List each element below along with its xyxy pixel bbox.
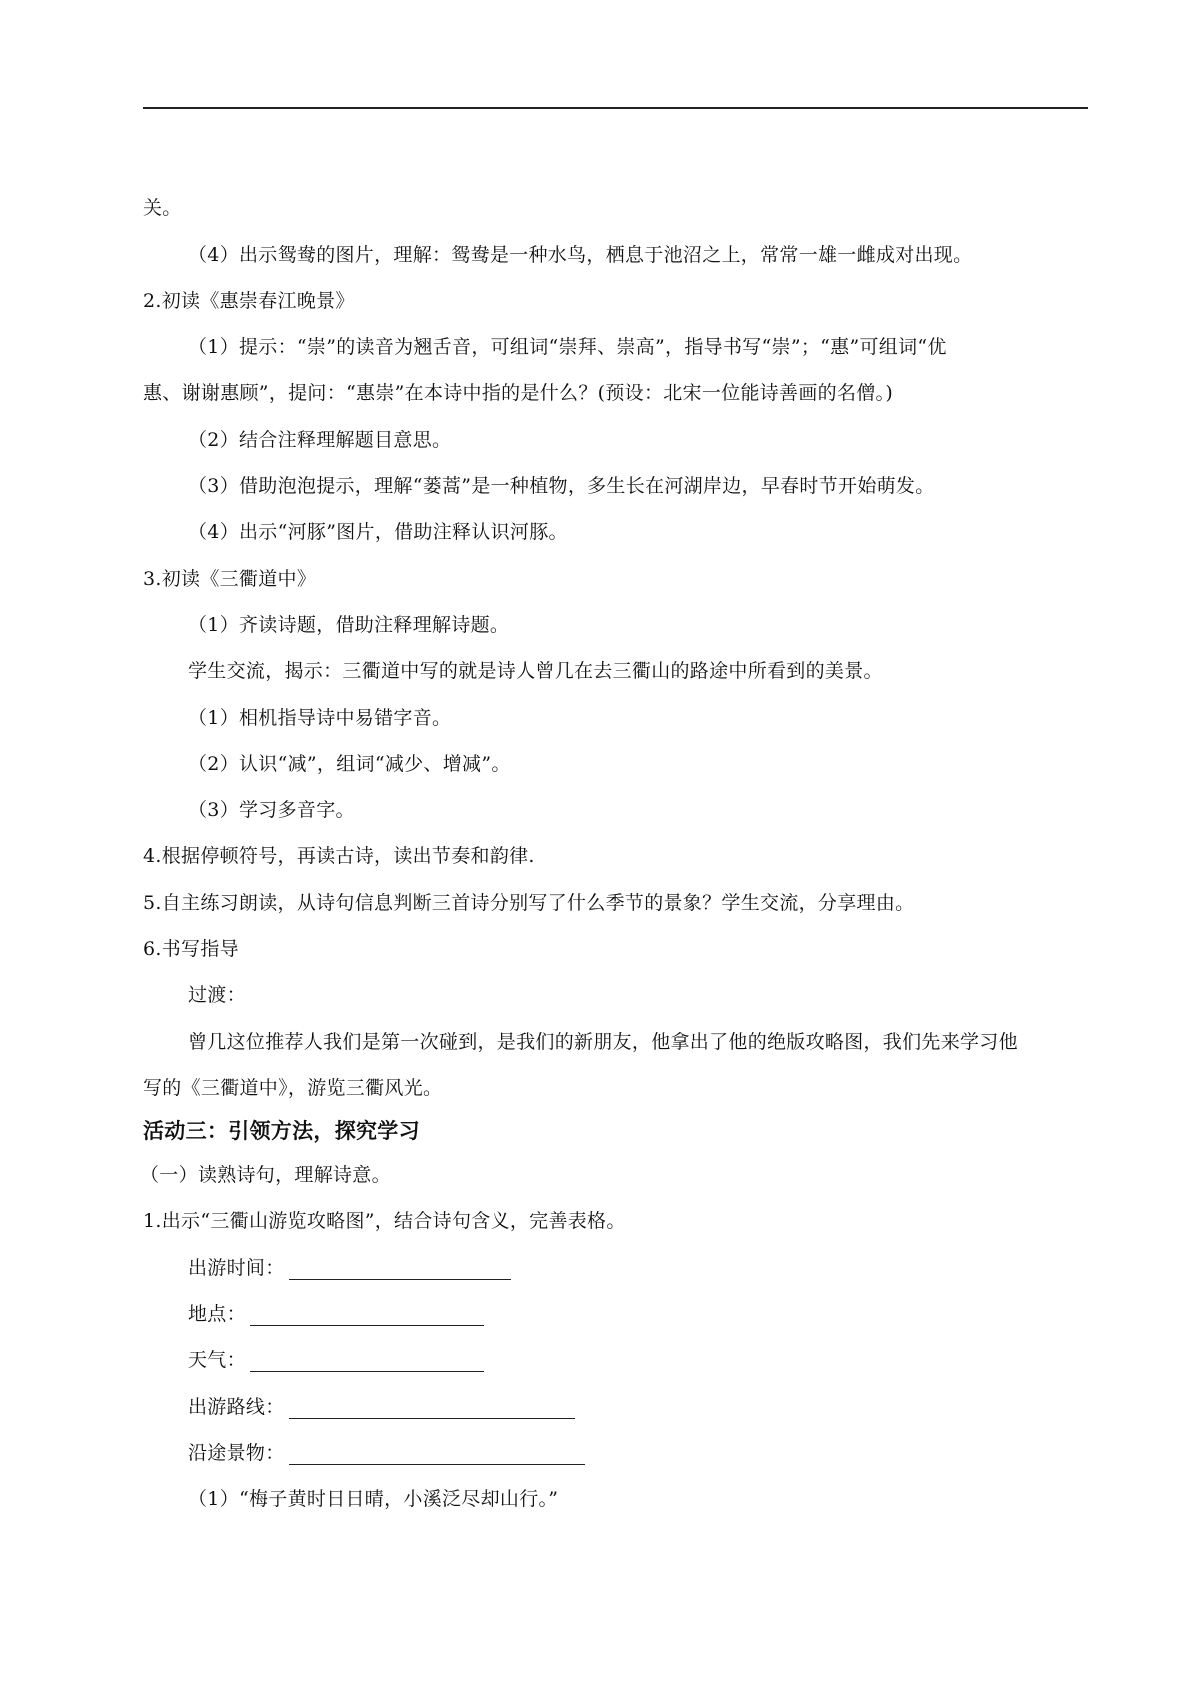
poem-line: （1）“梅子黄时日日晴，小溪泛尽却山行。” [188,1488,559,1510]
paragraph: 过渡： [188,984,246,1006]
header-rule [143,107,1088,109]
field-scenery [188,1441,585,1465]
list-item: （3）学习多音字。 [188,799,355,821]
paragraph-continuation: 写的《三衢道中》，游览三衢风光。 [143,1077,443,1099]
fill-in-blank [250,1307,484,1326]
section-title: 2.初读《惠崇春江晚景》 [143,290,355,312]
subsection-title: （一）读熟诗句，理解诗意。 [140,1164,391,1186]
section-title: 1.出示“三衢山游览攻略图”，结合诗句含义，完善表格。 [143,1210,626,1232]
section-title: 4.根据停顿符号，再读古诗，读出节奏和韵律. [143,845,535,867]
fill-in-blank [289,1446,585,1465]
paragraph: 曾几这位推荐人我们是第一次碰到，是我们的新朋友，他拿出了他的绝版攻略图，我们先来学习他 [188,1031,1018,1053]
list-item: （3）借助泡泡提示，理解“蒌蒿”是一种植物，多生长在河湖岸边，早春时节开始萌发。 [188,475,935,497]
paragraph-continuation: 关。 [143,197,182,219]
fill-in-blank [250,1353,484,1372]
list-item: （1）齐读诗题，借助注释理解诗题。 [188,614,510,636]
list-item: （4）出示鸳鸯的图片，理解：鸳鸯是一种水鸟，栖息于池沼之上，常常一雄一雌成对出现。 [188,244,973,266]
field-label: 天气： [188,1349,246,1371]
field-time [188,1256,511,1280]
field-label: 出游路线： [188,1396,285,1418]
paragraph: 学生交流，揭示：三衢道中写的就是诗人曾几在去三衢山的路途中所看到的美景。 [188,660,883,682]
list-item: （1）相机指导诗中易错字音。 [188,707,452,729]
list-item: （1）提示：“崇”的读音为翘舌音，可组词“崇拜、崇高”，指导书写“崇”；“惠”可组词“优 [188,336,947,358]
field-label: 地点： [188,1303,246,1325]
section-title: 6.书写指导 [143,938,239,960]
section-title: 5.自主练习朗读，从诗句信息判断三首诗分别写了什么季节的景象？学生交流，分享理由。 [143,892,915,914]
field-weather [188,1348,484,1372]
field-label: 出游时间： [188,1257,285,1279]
list-item: （2）结合注释理解题目意思。 [188,429,452,451]
fill-in-blank [289,1261,511,1280]
list-item: （4）出示“河豚”图片，借助注释认识河豚。 [188,521,568,543]
fill-in-blank [289,1400,575,1419]
field-route [188,1395,575,1419]
section-title: 3.初读《三衢道中》 [143,568,317,590]
field-place [188,1302,484,1326]
list-item: （2）认识“减”，组词“减少、增减”。 [188,753,511,775]
list-item-continuation: 惠、谢谢惠顾”，提问：“惠崇”在本诗中指的是什么？(预设：北宋一位能诗善画的名僧。) [143,382,894,404]
field-label: 沿途景物： [188,1442,285,1464]
activity-heading: 活动三：引领方法，探究学习 [143,1119,420,1143]
